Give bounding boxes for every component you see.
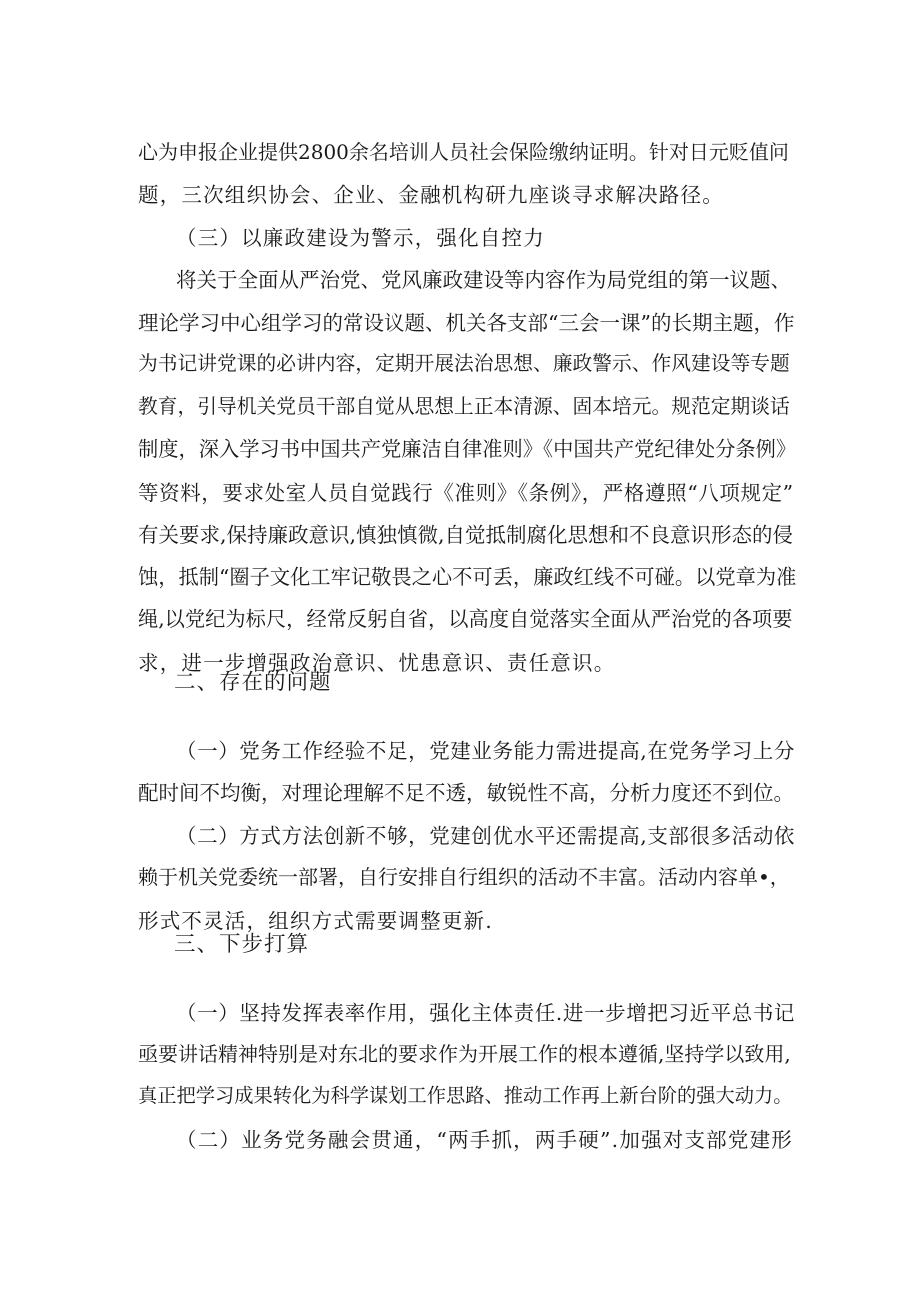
body-text-line: 理论学习中心组学习的常设议题、机关各支部“三会一课”的长期主题，作 — [138, 310, 795, 335]
body-text-line: 有关要求,保持廉政意识,慎独慎微,自觉抵制腐化思想和不良意识形态的侵 — [138, 522, 794, 547]
body-text-line: 亟要讲话精神特别是对东北的要求作为开展工作的根本遵循,坚持学以致用, — [138, 1042, 791, 1066]
body-text-line: （一）党务工作经验不足，党建业务能力需进提高,在党务学习上分 — [176, 738, 796, 763]
subsection-title: （三）以廉政建设为警示，强化自控力 — [176, 225, 545, 250]
body-text-line: 绳,以党纪为标尺，经常反躬自省，以高度自觉落实全面从严治党的各项要 — [138, 607, 793, 632]
body-text-line: 等资料，要求处室人员自觉践行《准则》《条例》，严格遵照“八项规定” — [138, 480, 794, 505]
body-text-line: 将关于全面从严治党、党风廉政建设等内容作为局党组的第一议题、 — [176, 267, 791, 292]
body-text-line: 赖于机关党委统一部署，自行安排自行组织的活动不丰富。活动内容单•， — [138, 865, 790, 889]
body-text-line: 形式不灵活，组织方式需要调整更新. — [138, 908, 493, 933]
body-text-line: 蚀，抵制“圈子文化工牢记敬畏之心不可丢，廉政红线不可碰。以党章为准 — [138, 565, 797, 590]
body-text-line: 制度，深入学习书中国共产党廉洁自律准则》《中国共产党纪律处分条例》 — [138, 437, 797, 462]
body-text-line: 心为申报企业提供2800余名培训人员社会保险缴纳证明。针对日元贬值问 — [138, 140, 789, 164]
body-text-line: 题，三次组织协会、企业、金融机构研九座谈寻求解决路径。 — [138, 182, 724, 207]
section-heading-next-steps: 三、下步打算 — [174, 932, 310, 957]
body-text-line: 求，进一步增强政治意识、忧患意识、责任意识。 — [138, 650, 616, 675]
body-text-line: （一）坚持发挥表率作用，强化主体责任.进一步增把习近平总书记 — [176, 1000, 796, 1025]
body-text-line: （二）业务党务融会贯通，“两手抓，两手硬”.加强对支部党建形 — [176, 1127, 793, 1152]
body-text-line: 配时间不均衡，对理论理解不足不透，敏锐性不高，分析力度还不到位。 — [138, 780, 794, 805]
body-text-line: 为书记讲党课的必讲内容，定期开展法治思想、廉政警示、作风建设等专题 — [138, 351, 790, 375]
body-text-line: 教育，引导机关党员干部自觉从思想上正本清源、固本培元。规范定期谈话 — [138, 394, 790, 418]
body-text-line: （二）方式方法创新不够，党建创优水平还需提高,支部很多活动依 — [176, 823, 796, 848]
section-heading-problems: 二、存在的问题 — [174, 670, 332, 695]
body-text-line: 真正把学习成果转化为科学谋划工作思路、推动工作再上新台阶的强大动力。 — [138, 1084, 793, 1108]
